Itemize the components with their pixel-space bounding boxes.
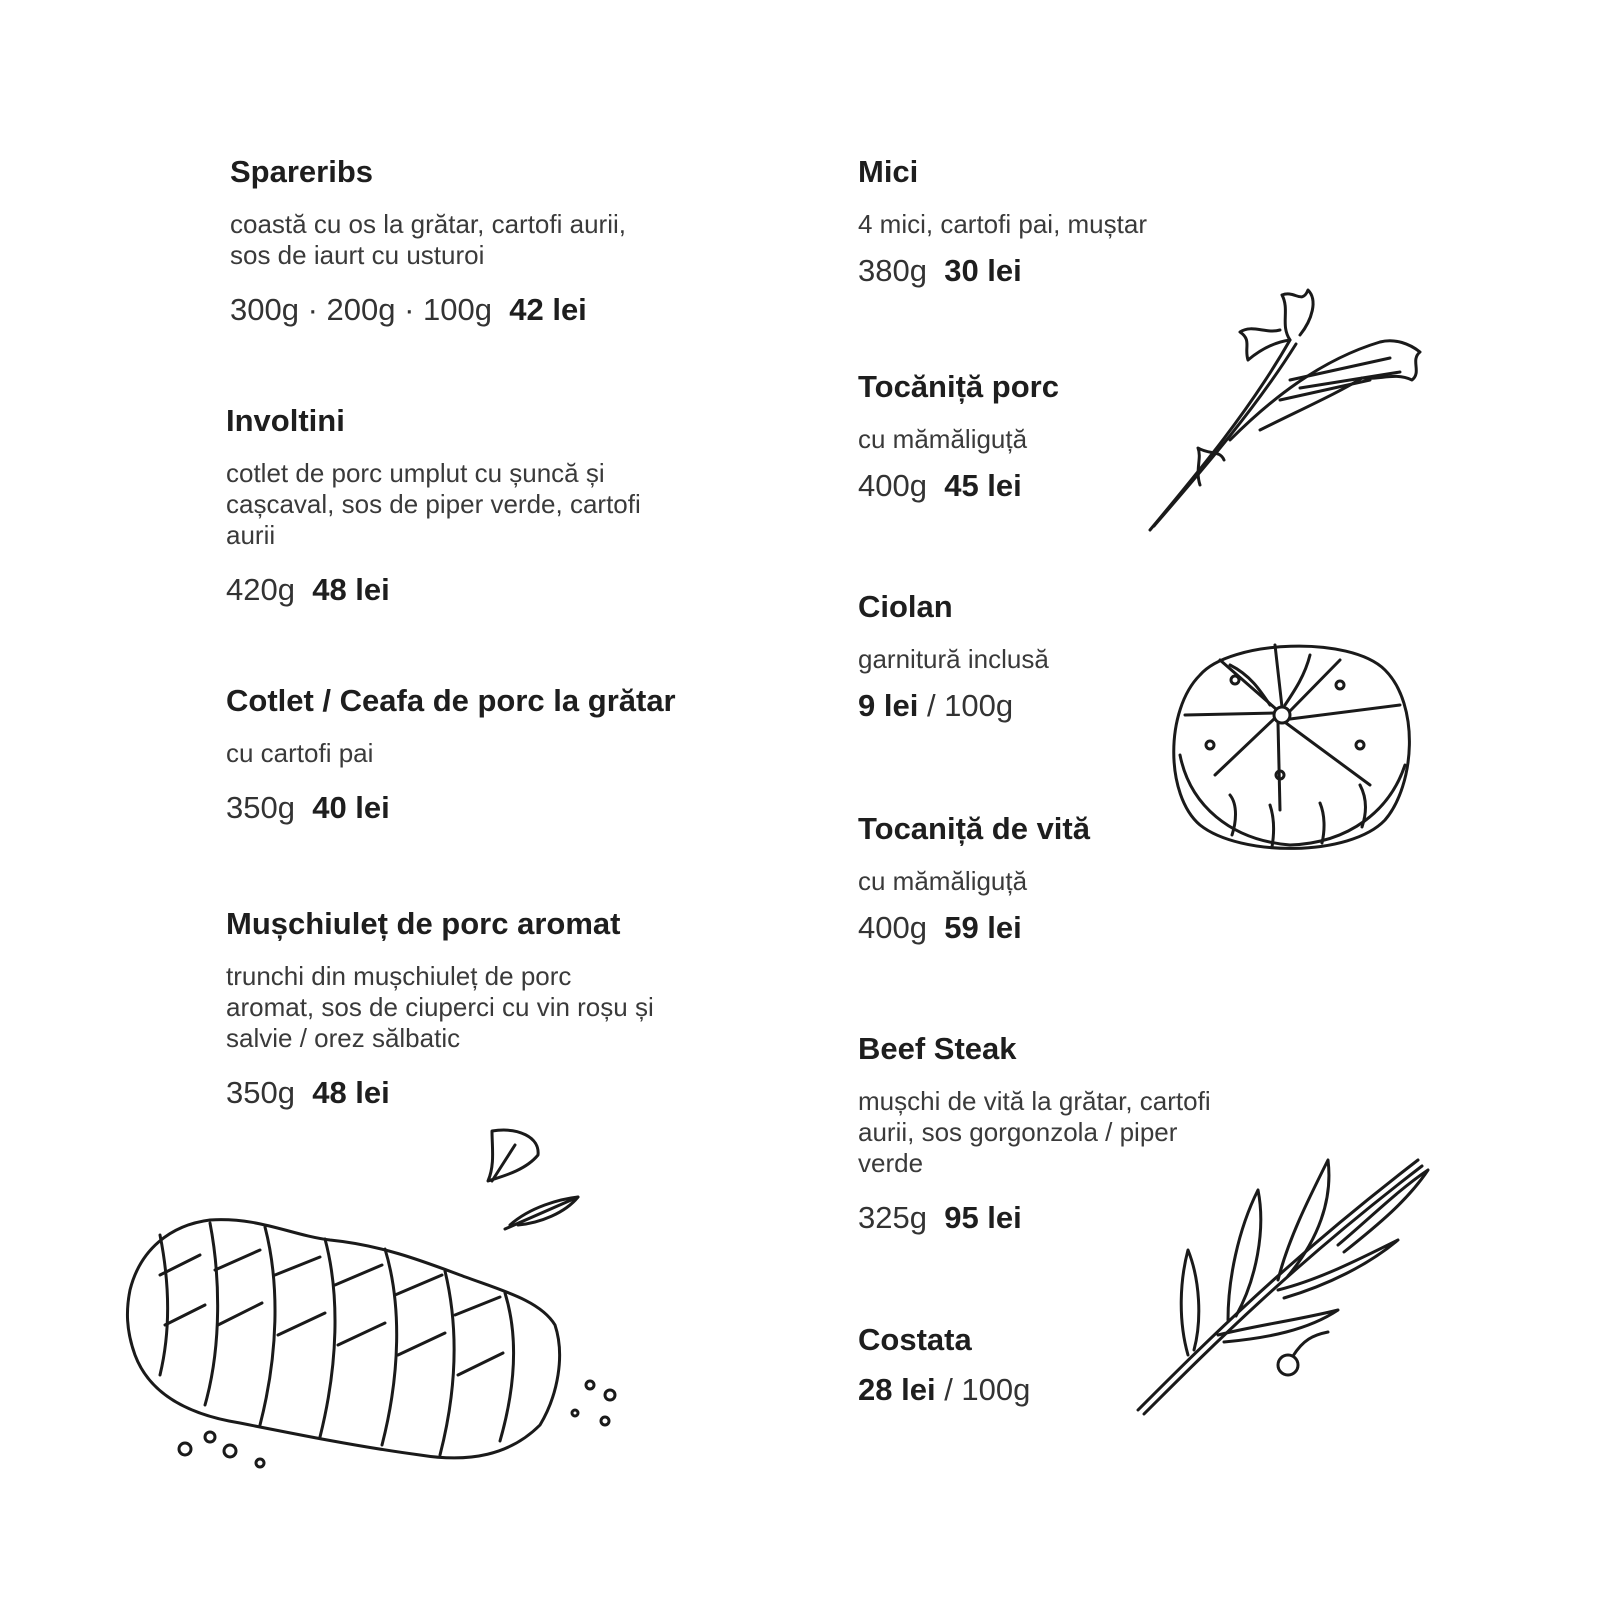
item-price-line (226, 791, 676, 825)
menu-item-ciolan (858, 590, 1049, 723)
item-name: Beef Steak (858, 1031, 1017, 1066)
item-weight: 420g (226, 572, 295, 608)
menu-item-cotlet-ceafa (226, 684, 676, 825)
item-price-line (226, 1076, 654, 1110)
item-price-line (858, 469, 1059, 503)
garlic-icon (1160, 635, 1420, 860)
item-name: Tocăniță porc (858, 369, 1059, 404)
menu-item-involtini (226, 404, 641, 607)
item-name: Involtini (226, 403, 345, 438)
item-price: 9 lei (858, 688, 919, 724)
item-name: Costata (858, 1322, 972, 1357)
item-price: 28 lei (858, 1372, 936, 1408)
item-name: Tocaniță de vită (858, 811, 1090, 846)
item-description: 4 mici, cartofi pai, muștar (858, 209, 1147, 240)
item-description: verde (858, 1148, 924, 1179)
item-description: cu mămăliguță (858, 424, 1028, 455)
item-name: Cotlet / Ceafa de porc la grătar (226, 683, 676, 718)
item-weight: 380g (858, 253, 927, 289)
item-description: cu cartofi pai (226, 738, 374, 769)
item-name: Spareribs (230, 154, 374, 189)
item-unit: / 100g (944, 1372, 1031, 1408)
menu-item-tocanita-porc (858, 370, 1059, 503)
item-description: mușchi de vită la grătar, cartofi (858, 1086, 1211, 1117)
item-description: cotlet de porc umplut cu șuncă și (226, 458, 605, 489)
menu-item-muschiulet (226, 907, 654, 1110)
menu-item-tocanita-vita (858, 812, 1090, 945)
item-weight: 325g (858, 1200, 927, 1236)
item-description: cașcaval, sos de piper verde, cartofi (226, 489, 641, 520)
item-description: sos de iaurt cu usturoi (230, 240, 485, 271)
item-price: 59 lei (944, 910, 1022, 946)
item-weight: 400g (858, 468, 927, 504)
item-name: Mici (858, 154, 919, 189)
item-price-line (858, 911, 1090, 945)
item-price: 30 lei (944, 253, 1022, 289)
rosemary-icon (1128, 1140, 1438, 1425)
item-price-line (858, 689, 1049, 723)
item-weight: 400g (858, 910, 927, 946)
item-name: Mușchiuleț de porc aromat (226, 906, 621, 941)
item-price-line (858, 1373, 1030, 1407)
item-price-line (858, 254, 1147, 288)
item-weight: 350g (226, 1075, 295, 1111)
item-description: garnitură inclusă (858, 644, 1049, 675)
item-price-line (230, 293, 626, 327)
item-price: 48 lei (312, 572, 390, 608)
item-weight: 300g · 200g · 100g (230, 292, 492, 328)
menu-item-costata (858, 1323, 1030, 1407)
item-description: cu mămăliguță (858, 866, 1028, 897)
item-price: 45 lei (944, 468, 1022, 504)
menu-item-spareribs (230, 155, 626, 327)
meat-icon (120, 1125, 630, 1470)
item-weight: 350g (226, 790, 295, 826)
parsley-icon (1140, 280, 1430, 540)
item-price: 42 lei (509, 292, 587, 328)
item-price: 40 lei (312, 790, 390, 826)
item-price: 48 lei (312, 1075, 390, 1111)
item-unit: / 100g (926, 688, 1014, 724)
item-description: aromat, sos de ciuperci cu vin roșu și (226, 992, 654, 1023)
menu-item-mici (858, 155, 1147, 288)
item-description: salvie / orez sălbatic (226, 1023, 461, 1054)
item-description: trunchi din mușchiuleț de porc (226, 961, 572, 992)
item-description: coastă cu os la grătar, cartofi aurii, (230, 209, 626, 240)
item-name: Ciolan (858, 589, 953, 624)
item-price: 95 lei (944, 1200, 1022, 1236)
item-description: aurii (226, 520, 276, 551)
item-price-line (226, 573, 641, 607)
item-description: aurii, sos gorgonzola / piper (858, 1117, 1178, 1148)
